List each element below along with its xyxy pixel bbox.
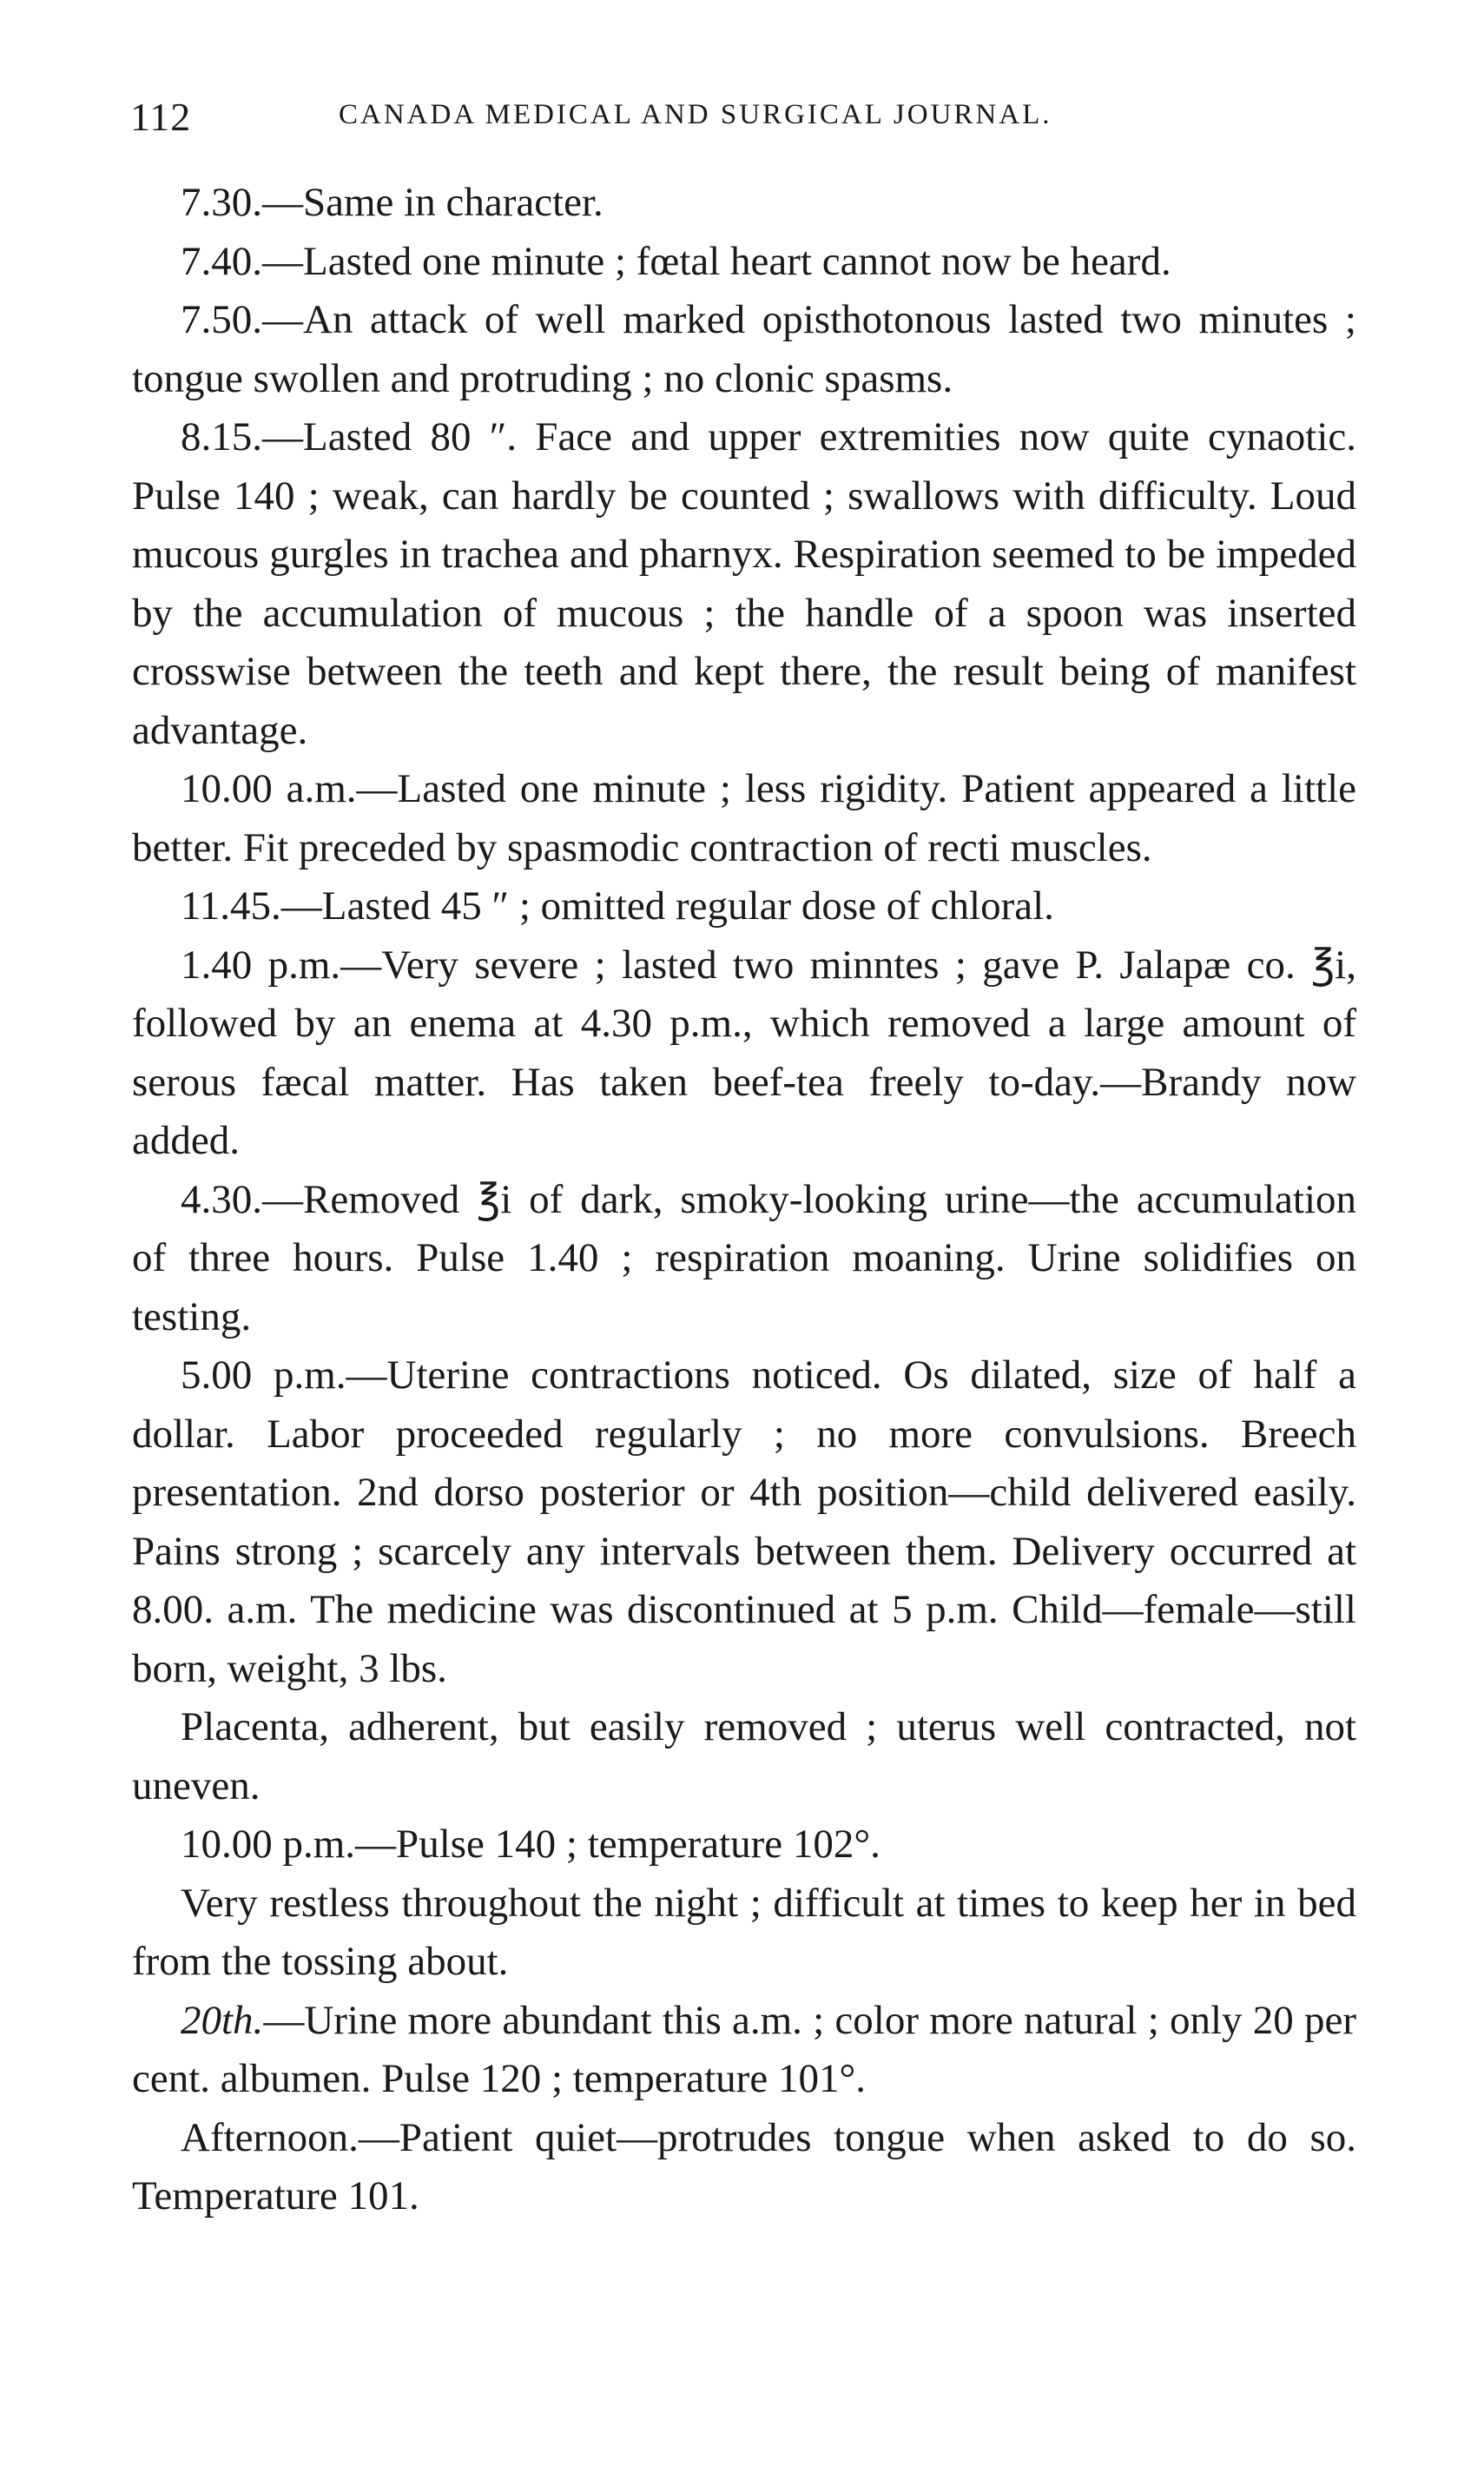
paragraph: 7.30.—Same in character. (181, 180, 603, 225)
paragraph: 5.00 p.m.—Uterine contractions noticed. Os dilated, size of half a dollar. Labor proceeded regularly ; no more convulsions. Breech presentation. 2nd dorso posterior or 4th position—child delivered easily. Pains strong ; scarcely any intervals between them. Delivery occurred at 8.00. a.m. The medicine was discontinued at 5 p.m. Child—female—still born, weight, 3 lbs. (132, 1352, 1356, 1691)
running-head (130, 94, 1363, 146)
dated-entry (132, 1992, 1356, 2109)
paragraph: 8.15.—Lasted 80 ″. Face and upper extremities now quite cynaotic. Pulse 140 ; weak, can hardly be counted ; swallows with difficulty. Loud mucous gurgles in trachea and pharnyx. Respiration seemed to be impeded by the accumulation of mucous ; the handle of a spoon was inserted crosswise between the teeth and kept there, the result being of manifest advantage. (132, 414, 1356, 753)
paragraph: Very restless throughout the night ; difficult at times to keep her in bed from the tossing about. (132, 1880, 1356, 1984)
paragraph: 7.50.—An attack of well marked opisthotonous lasted two minutes ; tongue swollen and protruding ; no clonic spasms. (132, 297, 1356, 401)
paragraph: Afternoon.—Patient quiet—protrudes tongue when asked to do so. Temperature 101. (132, 2114, 1356, 2218)
paragraph: 10.00 p.m.—Pulse 140 ; temperature 102°. (181, 1822, 881, 1867)
paragraph: 10.00 a.m.—Lasted one minute ; less rigidity. Patient appeared a little better. Fit preceded by spasmodic contraction of recti muscles. (132, 766, 1356, 870)
page-number: 112 (130, 95, 192, 139)
journal-title: CANADA MEDICAL AND SURGICAL JOURNAL. (339, 99, 1052, 130)
entry-date: 20th. (181, 1997, 264, 2043)
paragraph: Placenta, adherent, but easily removed ; uterus well contracted, not uneven. (132, 1704, 1356, 1808)
paragraph: 1.40 p.m.—Very severe ; lasted two minntes ; gave P. Jalapæ co. ℥i, followed by an enema at 4.30 p.m., which removed a large amount of serous fæcal matter. Has taken beef-tea freely to-day.—Brandy now added. (132, 942, 1356, 1163)
paragraph: 11.45.—Lasted 45 ″ ; omitted regular dose of chloral. (181, 883, 1054, 929)
body-text (132, 174, 1356, 2226)
paragraph: 7.40.—Lasted one minute ; fœtal heart cannot now be heard. (181, 238, 1171, 284)
entry-text: —Urine more abundant this a.m. ; color more natural ; only 20 per cent. albumen. Pulse 120 ; temperature 101°. (132, 1997, 1356, 2101)
paragraph: 4.30.—Removed ℥i of dark, smoky-looking urine—the accumulation of three hours. Pulse 1.40 ; respiration moaning. Urine solidifies on testing. (132, 1176, 1356, 1339)
